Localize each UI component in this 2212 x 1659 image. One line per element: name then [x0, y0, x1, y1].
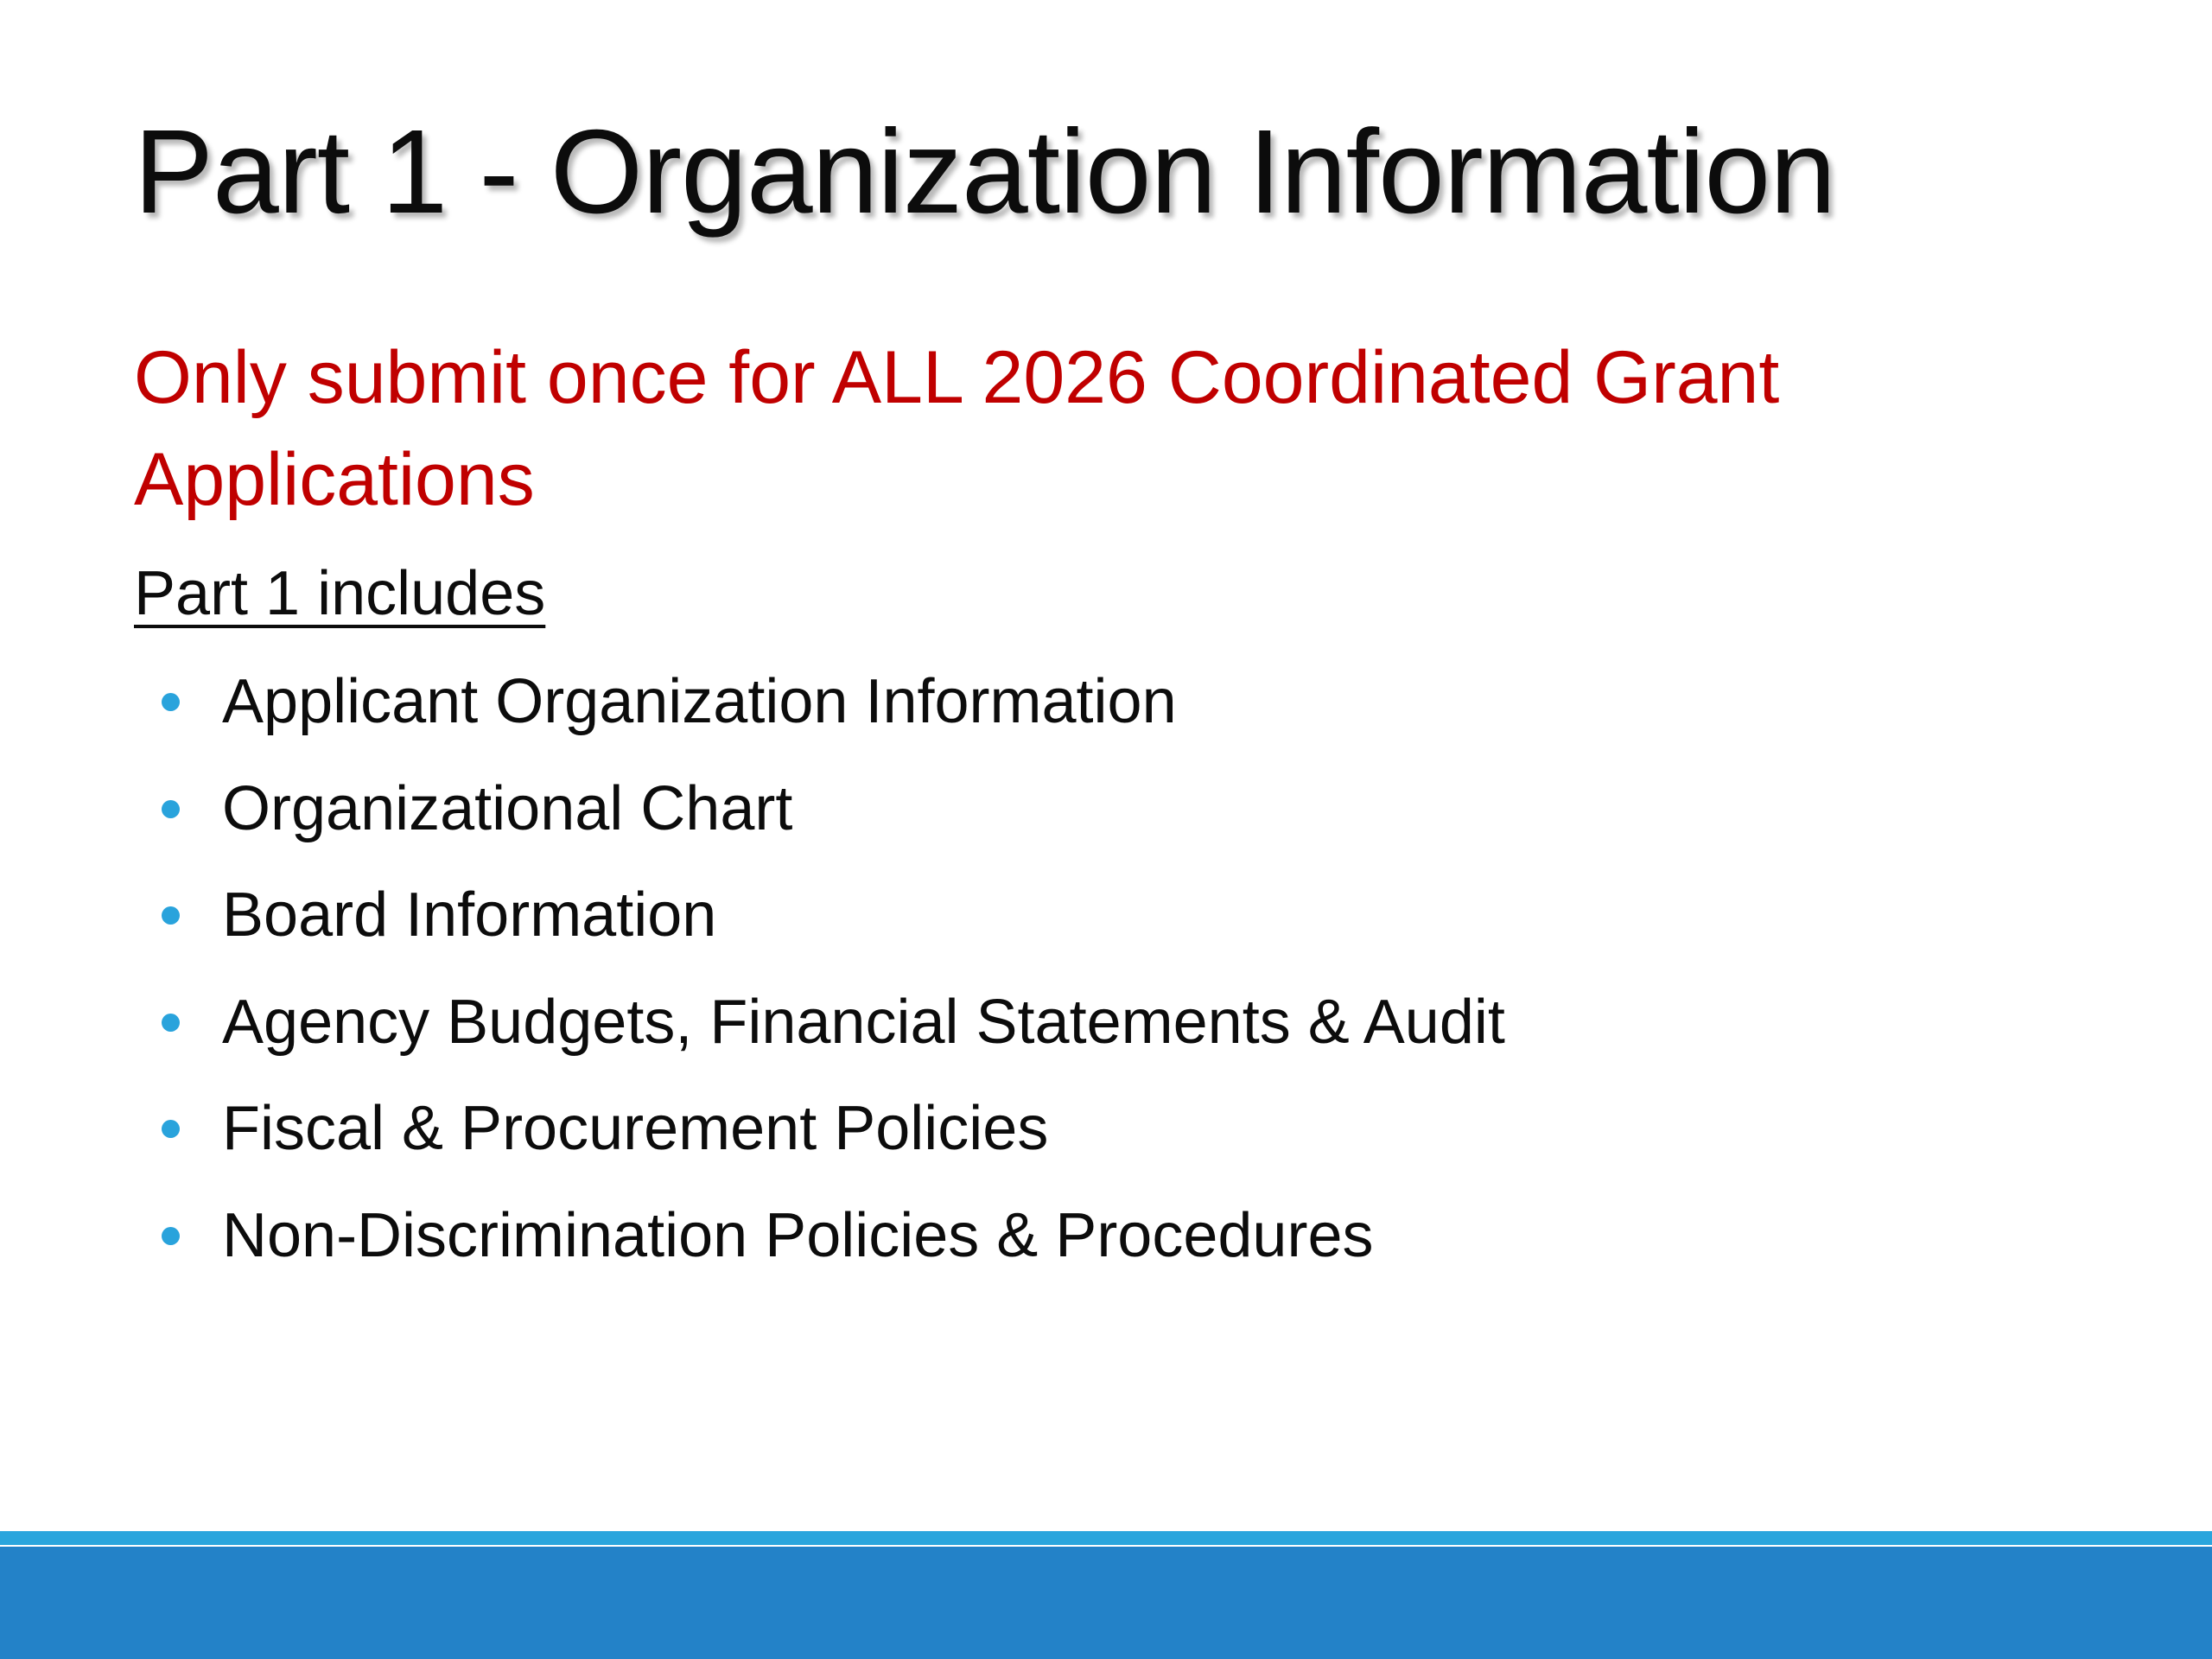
bullet-label: Board Information [222, 880, 717, 950]
bullet-list [134, 658, 1505, 1300]
footer-accent-line [0, 1531, 2212, 1545]
bullet-item-organizational-chart [134, 766, 1505, 873]
bullet-dot-icon [162, 1120, 180, 1138]
bullet-dot-icon [162, 1227, 180, 1245]
bullet-dot-icon [162, 800, 180, 818]
bullet-label: Fiscal & Procurement Policies [222, 1094, 1049, 1164]
bullet-item-board-information [134, 872, 1505, 979]
bullet-label: Agency Budgets, Financial Statements & Audit [222, 987, 1505, 1057]
bullet-dot-icon [162, 693, 180, 711]
bullet-item-applicant-organization-information [134, 658, 1505, 766]
bullet-label: Applicant Organization Information [222, 667, 1177, 736]
bullet-dot-icon [162, 906, 180, 925]
includes-heading: Part 1 includes [134, 559, 546, 628]
bullet-dot-icon [162, 1014, 180, 1032]
footer-band [0, 1547, 2212, 1659]
bullet-item-fiscal-procurement-policies [134, 1085, 1505, 1192]
bullet-label: Organizational Chart [222, 773, 793, 843]
bullet-item-agency-budgets [134, 979, 1505, 1086]
slide-subtitle: Only submit once for ALL 2026 Coordinated Grant Applications [134, 336, 1780, 521]
bullet-label: Non-Discrimination Policies & Procedures [222, 1200, 1374, 1270]
bullet-item-non-discrimination-policies [134, 1192, 1505, 1300]
slide-title: Part 1 - Organization Information [134, 105, 1835, 238]
